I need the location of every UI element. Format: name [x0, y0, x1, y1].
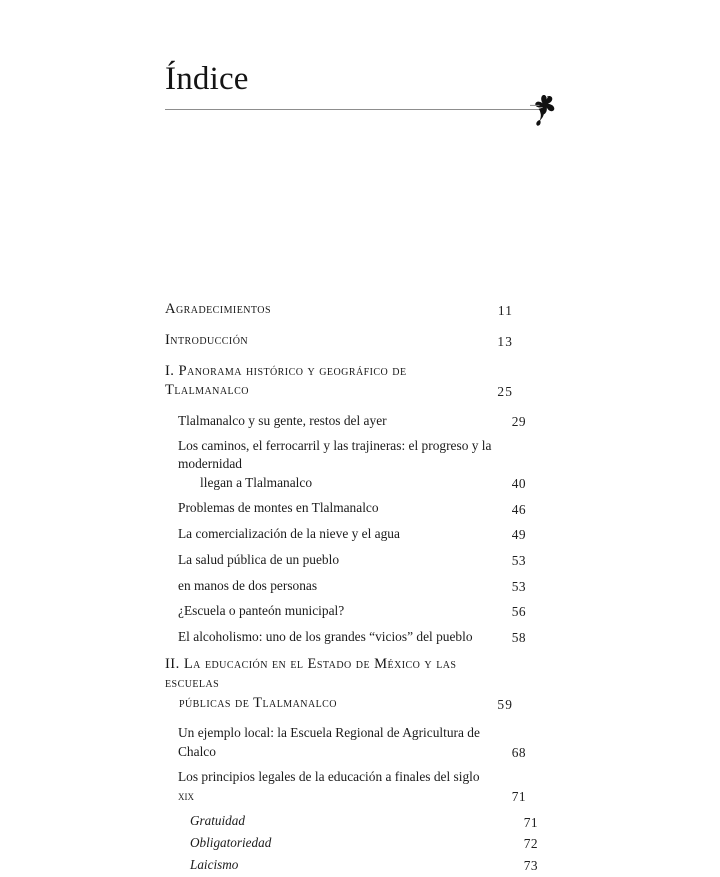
- toc-entry-label: La comercialización de la nieve y el agua: [178, 526, 400, 542]
- toc-entry-label: Un ejemplo local: la Escuela Regional de Agricultura de Chalco: [178, 725, 480, 759]
- toc-entry-page-number: 58: [511, 630, 526, 646]
- toc-entry-line: [178, 412, 526, 430]
- toc-entry-page-number: 71: [511, 788, 526, 804]
- toc-entry-line: [178, 551, 526, 569]
- toc-entry-page-number: 11: [497, 303, 513, 319]
- toc-entry-comercializacion-nieve-agua[interactable]: [165, 525, 526, 543]
- toc-entry-el-alcoholismo[interactable]: [165, 628, 526, 646]
- toc-entry-line: [178, 437, 526, 492]
- toc-entry-line: [190, 856, 538, 874]
- toc-entry-label: Tlalmanalco y su gente, restos del ayer: [178, 412, 387, 428]
- toc-entry-label-smallcaps: xix: [178, 787, 194, 803]
- toc-entry-line: [178, 525, 526, 543]
- toc-entry-label: II. La educación en el Estado de México y las escuelas públicas de Tlalmanalco: [165, 655, 513, 713]
- toc-entry-page-number: 46: [511, 501, 526, 517]
- toc-entry-page-number: 71: [523, 814, 538, 830]
- toc-entry-agradecimientos[interactable]: [165, 300, 513, 319]
- toc-entry-principios-legales[interactable]: [165, 768, 526, 804]
- toc-entry-line: [178, 768, 526, 804]
- toc-entry-page-number: 56: [511, 604, 526, 620]
- toc-entry-escuela-o-panteon[interactable]: [165, 602, 526, 620]
- toc-entry-salud-publica-pueblo[interactable]: [165, 551, 526, 569]
- toc-entry-line: [178, 577, 526, 595]
- toc-entry-line: [190, 812, 538, 830]
- toc-entry-introduccion[interactable]: [165, 331, 513, 350]
- toc-entry-page-number: 73: [523, 857, 538, 873]
- toc-entry-line: [178, 628, 526, 646]
- toc-entry-gratuidad[interactable]: [165, 812, 538, 830]
- toc-entry-page-number: 68: [511, 744, 526, 760]
- title-block: [165, 62, 555, 111]
- toc-entry-line: [165, 331, 513, 350]
- toc-entry-line: [165, 300, 513, 319]
- page-title: Índice: [165, 61, 249, 97]
- title-rule-wrapper: [165, 109, 555, 111]
- toc-entry-page-number: 13: [497, 334, 513, 349]
- toc-entry-label: ¿Escuela o panteón municipal?: [178, 603, 345, 619]
- toc-entry-label: I. Panorama histórico y geográfico de Tlalmanalco: [165, 362, 407, 398]
- toc-entry-label: Gratuidad: [190, 813, 245, 829]
- toc-entry-page-number: 40: [511, 475, 526, 491]
- toc-entry-line: [165, 655, 513, 713]
- toc-entry-line: [178, 724, 526, 760]
- toc-entry-label-continuation: públicas de Tlalmanalco: [179, 694, 337, 711]
- toc-entry-page-number: 53: [511, 578, 526, 594]
- toc-entry-tlalmanalco-su-gente[interactable]: [165, 412, 526, 430]
- toc-entry-page-number: 59: [497, 696, 513, 712]
- toc-entry-page-number: 25: [497, 384, 513, 399]
- toc-entry-label: en manos de dos personas: [178, 577, 318, 593]
- toc-entry-label: Introducción: [165, 331, 249, 348]
- toc-entry-capitulo-ii[interactable]: [165, 655, 513, 713]
- toc-entry-page-number: 29: [511, 413, 526, 429]
- title-divider-rule: [165, 109, 546, 110]
- toc-entry-label: Laicismo: [190, 856, 239, 872]
- toc-entry-los-caminos-ferrocarril[interactable]: [165, 437, 526, 492]
- toc-entry-en-manos-de-dos-personas[interactable]: [165, 577, 526, 595]
- toc-entry-label: Obligatoriedad: [190, 835, 272, 851]
- toc-entry-un-ejemplo-local[interactable]: [165, 724, 526, 760]
- table-of-contents: [165, 300, 538, 877]
- toc-entry-line: [190, 834, 538, 852]
- toc-entry-problemas-de-montes[interactable]: [165, 499, 526, 517]
- toc-entry-line: [165, 362, 513, 401]
- toc-entry-page-number: 53: [511, 553, 526, 569]
- toc-entry-label: El alcoholismo: uno de los grandes “vicios” del pueblo: [178, 628, 473, 644]
- toc-entry-label: Agradecimientos: [165, 301, 271, 317]
- toc-entry-label: Los principios legales de la educación a finales del siglo xix: [178, 769, 480, 803]
- toc-entry-line: [178, 602, 526, 620]
- toc-entry-page-number: 72: [523, 836, 538, 852]
- toc-entry-capitulo-i[interactable]: [165, 362, 513, 401]
- floral-fleuron-ornament-icon: [530, 95, 564, 127]
- toc-entry-label: La salud pública de un pueblo: [178, 551, 340, 567]
- toc-entry-label-continuation: llegan a Tlalmanalco: [200, 474, 313, 490]
- toc-entry-label: Los caminos, el ferrocarril y las trajineras: el progreso y la modernidad llegan a Tlalmanalco: [178, 437, 526, 492]
- toc-entry-obligatoriedad[interactable]: [165, 834, 538, 852]
- toc-entry-line: [178, 499, 526, 517]
- toc-entry-page-number: 49: [511, 527, 526, 543]
- toc-entry-label: Problemas de montes en Tlalmanalco: [178, 500, 379, 516]
- toc-entry-laicismo[interactable]: [165, 856, 538, 874]
